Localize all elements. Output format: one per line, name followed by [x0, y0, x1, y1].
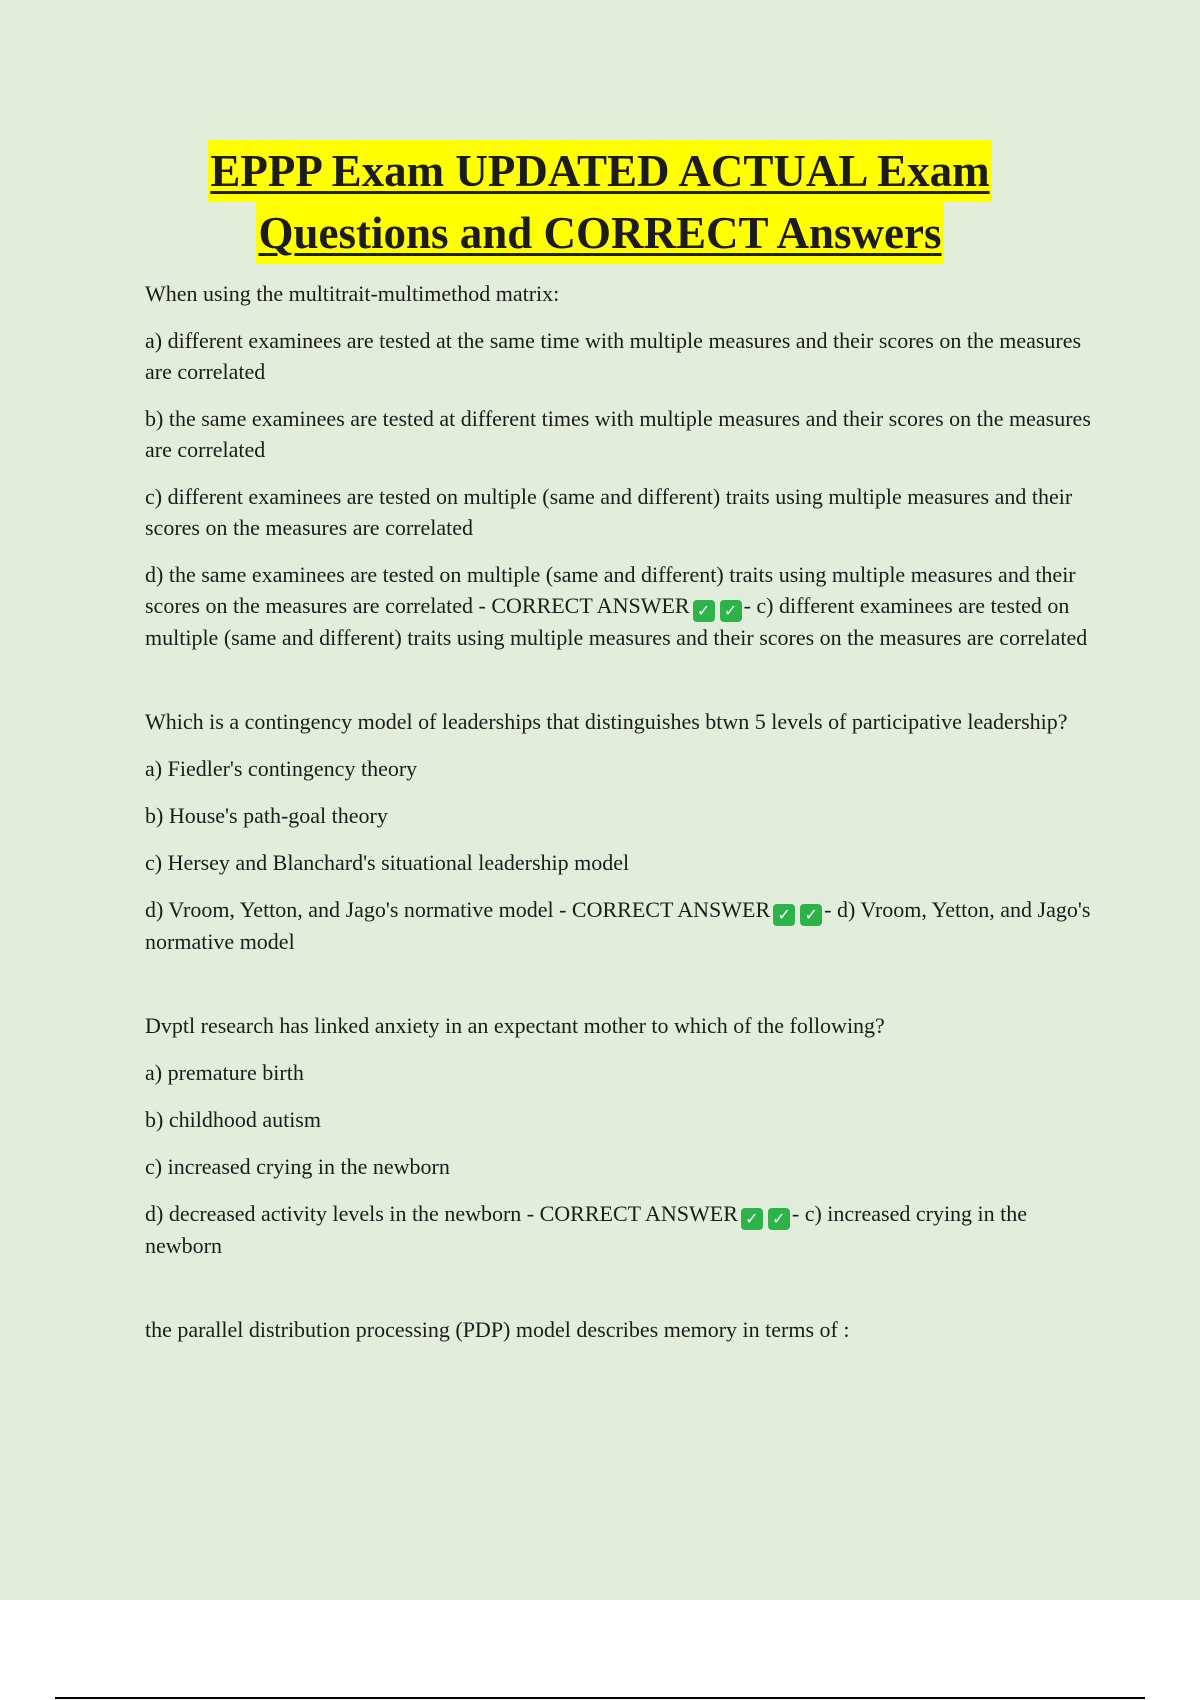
question-stem: Which is a contingency model of leaderships that distinguishes btwn 5 levels of participative leadership?: [145, 709, 1068, 734]
check-mark-icon: ✓: [768, 1208, 790, 1230]
title-line-2: Questions and CORRECT Answers: [256, 202, 943, 264]
option-a: a) Fiedler's contingency theory: [145, 756, 418, 781]
check-mark-icon: ✓: [720, 600, 742, 622]
question-block-1: [145, 278, 1095, 653]
option-d-with-answer: [145, 559, 1095, 653]
check-mark-icon: ✓: [773, 904, 795, 926]
question-block-2: [145, 706, 1095, 957]
question-stem: Dvptl research has linked anxiety in an expectant mother to which of the following?: [145, 1013, 885, 1038]
question-stem: When using the multitrait-multimethod matrix:: [145, 281, 560, 306]
correct-answer-text: - d) Vroom, Yetton, and Jago's normative model: [145, 897, 1091, 954]
correct-answer-text: - c) increased crying in the newborn: [145, 1201, 1028, 1258]
question-block-4: [145, 1314, 1095, 1345]
option-a: a) premature birth: [145, 1060, 304, 1085]
page-bottom-rule: [55, 1697, 1145, 1699]
question-block-3: [145, 1010, 1095, 1261]
option-d: d) decreased activity levels in the newborn - CORRECT ANSWER: [145, 1201, 738, 1226]
option-d: d) Vroom, Yetton, and Jago's normative model - CORRECT ANSWER: [145, 897, 771, 922]
question-stem: the parallel distribution processing (PDP) model describes memory in terms of :: [145, 1317, 850, 1342]
option-b: b) childhood autism: [145, 1107, 321, 1132]
document-title: [0, 140, 1200, 264]
option-c: c) different examinees are tested on multiple (same and different) traits using multiple measures and their scores on the measures are correlated: [145, 484, 1073, 540]
option-a: a) different examinees are tested at the same time with multiple measures and their scores on the measures are correlated: [145, 328, 1082, 384]
correct-answer-text: - c) different examinees are tested on multiple (same and different) traits using multiple measures and their scores on the measures are correlated: [145, 593, 1088, 650]
option-d: d) the same examinees are tested on multiple (same and different) traits using multiple measures and their scores on the measures are correlated - CORRECT ANSWER: [145, 562, 1076, 618]
option-d-with-answer: [145, 1198, 1095, 1261]
option-d-with-answer: [145, 894, 1095, 957]
title-line-1: EPPP Exam UPDATED ACTUAL Exam: [208, 140, 991, 202]
option-c: c) Hersey and Blanchard's situational leadership model: [145, 850, 630, 875]
check-mark-icon: ✓: [800, 904, 822, 926]
check-mark-icon: ✓: [741, 1208, 763, 1230]
questions-content: [145, 278, 1095, 1361]
option-c: c) increased crying in the newborn: [145, 1154, 450, 1179]
option-b: b) the same examinees are tested at different times with multiple measures and their scores on the measures are correlated: [145, 406, 1091, 462]
option-b: b) House's path-goal theory: [145, 803, 388, 828]
check-mark-icon: ✓: [693, 600, 715, 622]
